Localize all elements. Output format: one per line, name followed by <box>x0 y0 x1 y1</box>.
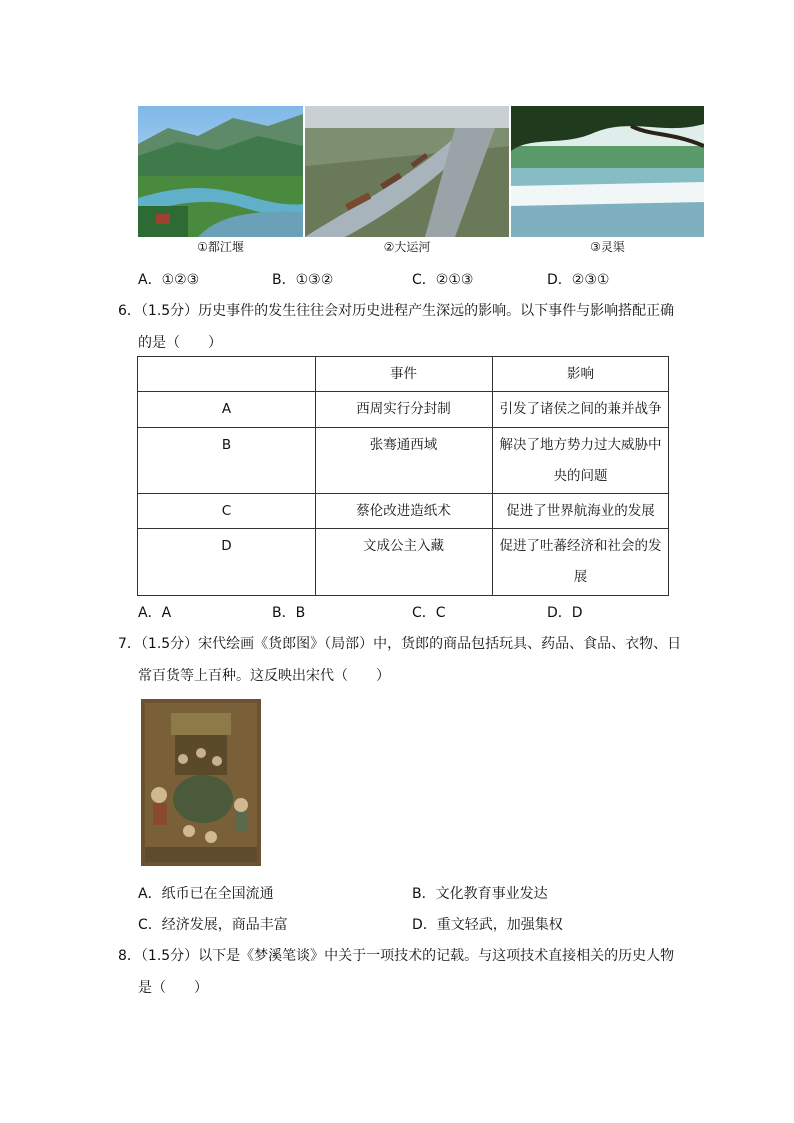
q5-option-b[interactable]: B．①③② <box>272 272 334 288</box>
q6-option-d[interactable]: D．D <box>547 605 583 621</box>
q7-option-d[interactable]: D．重文轻武，加强集权 <box>412 917 563 933</box>
q6-stem-line1: 6．（1.5分）历史事件的发生往往会对历史进程产生深远的影响。以下事件与影响搭配正确 <box>118 303 675 319</box>
q7-stem-line1: 7．（1.5分）宋代绘画《货郎图》（局部）中，货郎的商品包括玩具、药品、食品、衣物、日 <box>118 636 682 652</box>
q7-stem-line2: 常百货等上百种。这反映出宋代（ ） <box>138 668 390 684</box>
q6-stem-line2: 的是（ ） <box>138 335 222 351</box>
river-landscape-icon <box>138 106 303 237</box>
table-row-c-impact: 促进了世界航海业的发展 <box>506 503 655 519</box>
q7-option-c[interactable]: C．经济发展，商品丰富 <box>138 917 288 933</box>
waterfall-weir-icon <box>511 106 704 237</box>
caption-lingqu: ③灵渠 <box>590 240 625 254</box>
q5-option-a[interactable]: A．①②③ <box>138 272 200 288</box>
photo-dujiangyan <box>138 106 303 237</box>
table-row-d-label: D <box>221 538 232 554</box>
photo-lingqu <box>511 106 704 237</box>
table-row-b-impact-line1: 解决了地方势力过大威胁中 <box>499 437 662 453</box>
table-row-c-event: 蔡伦改进造纸术 <box>356 503 451 519</box>
table-row-a-impact: 引发了诸侯之间的兼并战争 <box>499 401 662 417</box>
table-row-a-event: 西周实行分封制 <box>356 401 451 417</box>
q8-stem-line1: 8．（1.5分）以下是《梦溪笔谈》中关于一项技术的记载。与这项技术直接相关的历史人物 <box>118 948 675 964</box>
table-row-b-event: 张骞通西域 <box>369 437 438 453</box>
table-row-b-label: B <box>221 437 232 453</box>
q7-option-a[interactable]: A．纸币已在全国流通 <box>138 886 274 902</box>
painting-peddler-icon <box>141 699 261 866</box>
q7-option-b[interactable]: B．文化教育事业发达 <box>412 886 548 902</box>
table-row-c-label: C <box>221 503 232 519</box>
table-row-b-impact-line2: 央的问题 <box>553 468 608 484</box>
q5-option-c[interactable]: C．②①③ <box>412 272 474 288</box>
q6-option-a[interactable]: A．A <box>138 605 172 621</box>
table-row-d-event: 文成公主入藏 <box>363 538 444 554</box>
peddler-painting <box>141 699 261 866</box>
canal-aerial-icon <box>305 106 509 237</box>
caption-dujiangyan: ①都江堰 <box>197 240 244 254</box>
q5-option-d[interactable]: D．②③① <box>547 272 610 288</box>
photo-grand-canal <box>305 106 509 237</box>
table-row-a-label: A <box>221 401 232 417</box>
q6-table <box>137 356 669 596</box>
caption-grand-canal: ②大运河 <box>383 240 431 254</box>
q8-stem-line2: 是（ ） <box>138 980 208 996</box>
table-row-d-impact-line1: 促进了吐蕃经济和社会的发 <box>499 538 662 554</box>
table-header-impact: 影响 <box>567 366 594 382</box>
table-header-event: 事件 <box>390 366 417 382</box>
q6-option-c[interactable]: C．C <box>412 605 446 621</box>
table-row-d-impact-line2: 展 <box>573 569 588 585</box>
q6-option-b[interactable]: B．B <box>272 605 306 621</box>
